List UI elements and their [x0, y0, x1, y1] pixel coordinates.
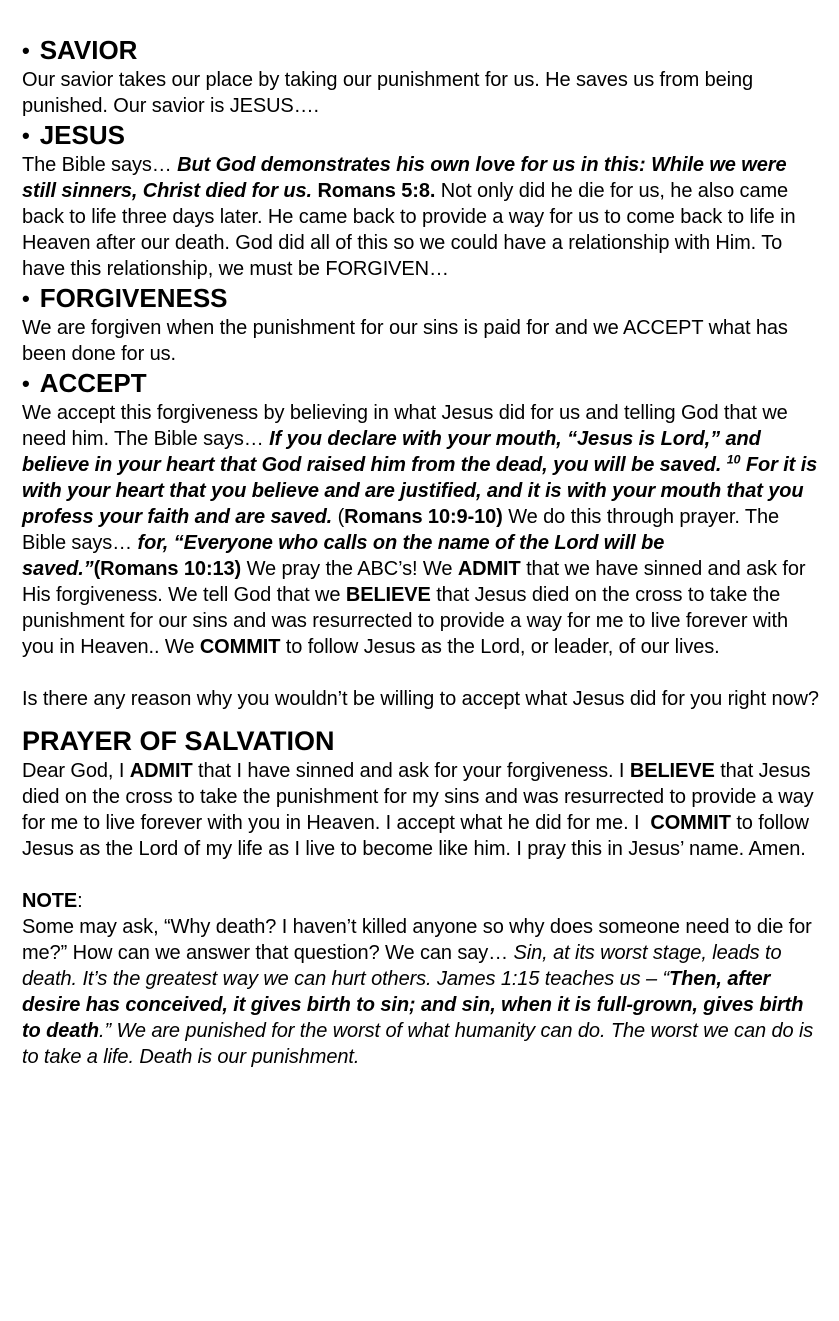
- text-run: Is there any reason why you wouldn’t be willing to accept what Jesus did for you right now?: [22, 688, 819, 710]
- text-run: Dear God, I: [22, 760, 130, 782]
- paragraph-forgiveness: [22, 315, 823, 367]
- text-run: (: [332, 506, 345, 528]
- text-run: We do this through prayer. The Bible says…: [22, 506, 780, 554]
- text-run: 10: [726, 452, 741, 467]
- paragraph-note: [22, 914, 823, 1070]
- text-run: For it is with your heart that you believe and are justified, and it is with your mouth that you profess your faith and are saved.: [22, 454, 818, 528]
- text-run: We accept this forgiveness by believing in what Jesus did for us and telling God that we need him. The Bible says…: [22, 402, 788, 450]
- section-prayer: [22, 724, 823, 862]
- text-run: Our savior takes our place by taking our punishment for us. He saves us from being punished. Our savior is JESUS….: [22, 69, 754, 117]
- text-run: that Jesus died on the cross to take the punishment for our sins and was resurrected to provide a way for me to live forever with you in Heaven.. We: [22, 584, 788, 658]
- heading-jesus-label: JESUS: [39, 120, 125, 150]
- text-run: We are forgiven when the punishment for our sins is paid for and we ACCEPT what has been done for us.: [22, 317, 788, 365]
- heading-accept-label: ACCEPT: [39, 368, 147, 398]
- text-run: BELIEVE: [629, 760, 715, 782]
- section-forgiveness: [22, 282, 823, 367]
- text-run: Not only did he die for us, he also came back to life three days later. He came back to provide a way for us to come back to life in Heaven after our death. God did all of this so we could have a relationship with Him. To have this relationship, we must be FORGIVEN…: [22, 180, 796, 280]
- section-accept: [22, 367, 823, 660]
- paragraph-prayer: [22, 758, 823, 862]
- bullet-icon: •: [22, 38, 30, 63]
- text-run: Romans 10:9-10): [344, 506, 503, 528]
- text-run: :: [77, 890, 83, 912]
- text-run: We pray the ABC’s! We: [241, 558, 458, 580]
- text-run: Sin, at its worst stage, leads to death. It’s the greatest way we can hurt others. James 1:15 teaches us – “: [22, 942, 782, 990]
- bullet-icon: •: [22, 286, 30, 311]
- text-run: that we have sinned and ask for His forgiveness. We tell God that we: [22, 558, 806, 606]
- text-run: The Bible says…: [22, 154, 178, 176]
- heading-jesus: [22, 119, 823, 152]
- text-run: to follow Jesus as the Lord, or leader, of our lives.: [280, 636, 720, 658]
- text-run: that Jesus died on the cross to take the punishment for my sins and was resurrected to provide a way for me to live forever with you in Heaven. I accept what he did for me. I: [22, 760, 814, 834]
- text-run: If you declare with your mouth, “Jesus is Lord,” and believe in your heart that God raised him from the dead, you will be saved.: [22, 428, 761, 476]
- bullet-icon: •: [22, 371, 30, 396]
- text-run: Romans 5:8.: [317, 180, 436, 202]
- text-run: for, “Everyone who calls on the name of the Lord will be saved.”: [22, 532, 665, 580]
- heading-savior: [22, 34, 823, 67]
- section-savior: [22, 34, 823, 119]
- heading-accept: [22, 367, 823, 400]
- paragraph-question: [22, 686, 823, 712]
- text-run: that I have sinned and ask for your forgiveness. I: [192, 760, 630, 782]
- heading-forgiveness-label: FORGIVENESS: [39, 283, 228, 313]
- heading-forgiveness: [22, 282, 823, 315]
- text-run: BELIEVE: [345, 584, 431, 606]
- heading-note: [22, 888, 823, 914]
- section-note: [22, 888, 823, 1070]
- text-run: ADMIT: [457, 558, 521, 580]
- bullet-icon: •: [22, 123, 30, 148]
- text-run: .” We are punished for the worst of what humanity can do. The worst we can do is to take a life. Death is our punishment.: [22, 1020, 814, 1068]
- text-run: to follow Jesus as the Lord of my life as I live to become like him. I pray this in Jesus’ name. Amen.: [22, 812, 809, 860]
- text-run: (Romans 10:13): [93, 558, 242, 580]
- text-run: Then, after desire has conceived, it gives birth to sin; and sin, when it is full-grown, gives birth to death: [22, 968, 804, 1042]
- paragraph-jesus: [22, 152, 823, 282]
- paragraph-savior: [22, 67, 823, 119]
- text-run: NOTE: [22, 890, 78, 912]
- heading-prayer-of-salvation: PRAYER OF SALVATION: [22, 726, 335, 756]
- text-run: COMMIT: [650, 812, 731, 834]
- text-run: But God demonstrates his own love for us in this: While we were still sinners, Christ died for us.: [22, 154, 787, 202]
- blank-line: [22, 660, 823, 686]
- text-run: Some may ask, “Why death? I haven’t killed anyone so why does someone need to die for me?” How can we answer that question? We can say…: [22, 916, 812, 964]
- section-jesus: [22, 119, 823, 282]
- paragraph-accept: [22, 400, 823, 660]
- heading-savior-label: SAVIOR: [39, 35, 138, 65]
- text-run: ADMIT: [129, 760, 193, 782]
- text-run: COMMIT: [199, 636, 281, 658]
- blank-line: [22, 862, 823, 888]
